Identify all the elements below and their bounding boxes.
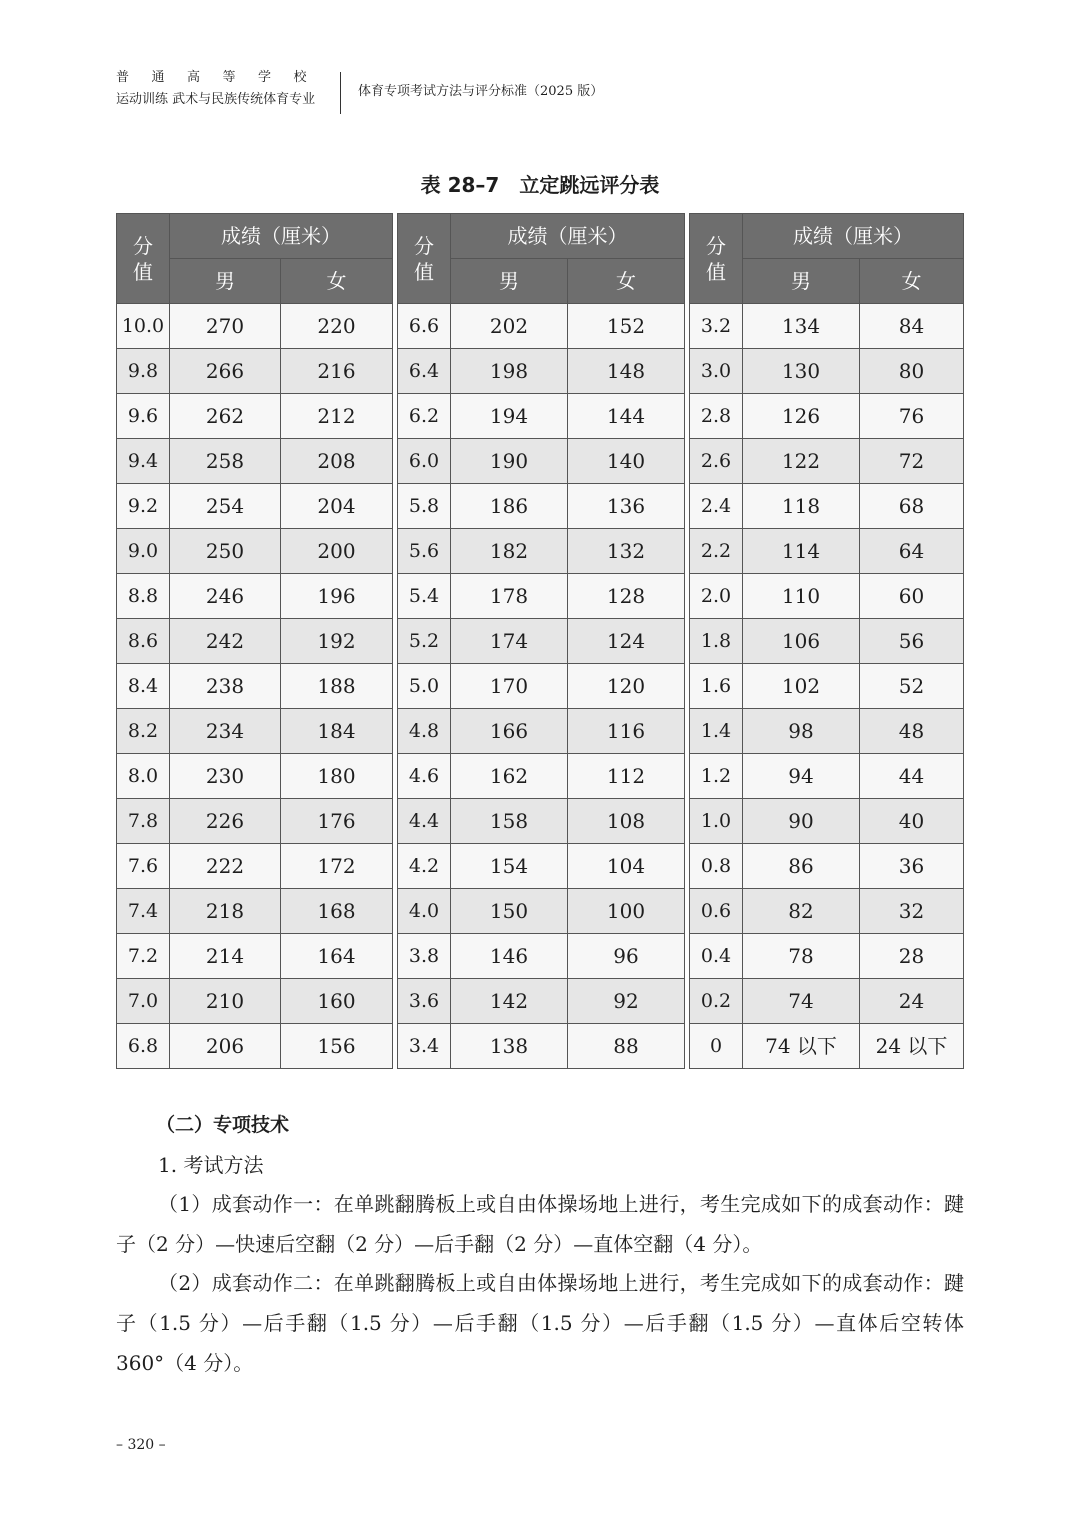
score-cell: 6.2 bbox=[398, 394, 451, 439]
female-cell: 192 bbox=[281, 619, 393, 664]
section-title: （二）专项技术 bbox=[156, 1114, 290, 1136]
table-row bbox=[117, 934, 393, 979]
male-cell: 86 bbox=[743, 844, 860, 889]
table-body bbox=[690, 304, 964, 1069]
score-cell: 4.0 bbox=[398, 889, 451, 934]
score-cell: 1.2 bbox=[690, 754, 743, 799]
female-cell: 68 bbox=[860, 484, 964, 529]
score-table-3 bbox=[689, 213, 964, 1069]
female-cell: 84 bbox=[860, 304, 964, 349]
male-cell: 214 bbox=[170, 934, 281, 979]
female-cell: 156 bbox=[281, 1024, 393, 1069]
male-cell: 162 bbox=[451, 754, 568, 799]
female-cell: 184 bbox=[281, 709, 393, 754]
score-cell: 5.8 bbox=[398, 484, 451, 529]
male-cell: 226 bbox=[170, 799, 281, 844]
score-cell: 4.8 bbox=[398, 709, 451, 754]
table-row bbox=[117, 799, 393, 844]
male-cell: 166 bbox=[451, 709, 568, 754]
score-cell: 10.0 bbox=[117, 304, 170, 349]
table-row bbox=[398, 439, 685, 484]
female-cell: 108 bbox=[568, 799, 685, 844]
male-cell: 246 bbox=[170, 574, 281, 619]
table-row bbox=[690, 889, 964, 934]
table-row bbox=[690, 754, 964, 799]
female-cell: 56 bbox=[860, 619, 964, 664]
table-row bbox=[690, 304, 964, 349]
male-cell: 98 bbox=[743, 709, 860, 754]
male-cell: 230 bbox=[170, 754, 281, 799]
male-cell: 194 bbox=[451, 394, 568, 439]
score-cell: 5.2 bbox=[398, 619, 451, 664]
table-row bbox=[398, 304, 685, 349]
female-cell: 212 bbox=[281, 394, 393, 439]
male-cell: 218 bbox=[170, 889, 281, 934]
score-cell: 6.8 bbox=[117, 1024, 170, 1069]
score-header: 分 值 bbox=[117, 214, 170, 304]
table-row bbox=[398, 529, 685, 574]
female-cell: 44 bbox=[860, 754, 964, 799]
score-cell: 1.8 bbox=[690, 619, 743, 664]
male-cell: 106 bbox=[743, 619, 860, 664]
score-cell: 8.6 bbox=[117, 619, 170, 664]
female-cell: 140 bbox=[568, 439, 685, 484]
female-cell: 76 bbox=[860, 394, 964, 439]
male-cell: 134 bbox=[743, 304, 860, 349]
score-cell: 8.4 bbox=[117, 664, 170, 709]
score-cell: 0.6 bbox=[690, 889, 743, 934]
table-row bbox=[690, 619, 964, 664]
table-row bbox=[398, 799, 685, 844]
female-cell: 196 bbox=[281, 574, 393, 619]
score-cell: 8.8 bbox=[117, 574, 170, 619]
score-table-1 bbox=[116, 213, 393, 1069]
male-cell: 138 bbox=[451, 1024, 568, 1069]
score-header: 分 值 bbox=[690, 214, 743, 304]
female-cell: 96 bbox=[568, 934, 685, 979]
table-row bbox=[117, 574, 393, 619]
male-cell: 102 bbox=[743, 664, 860, 709]
table-row bbox=[117, 439, 393, 484]
table-row bbox=[398, 844, 685, 889]
female-cell: 132 bbox=[568, 529, 685, 574]
female-cell: 164 bbox=[281, 934, 393, 979]
score-cell: 0.2 bbox=[690, 979, 743, 1024]
score-cell: 1.6 bbox=[690, 664, 743, 709]
male-cell: 266 bbox=[170, 349, 281, 394]
male-cell: 210 bbox=[170, 979, 281, 1024]
female-cell: 28 bbox=[860, 934, 964, 979]
table-row bbox=[690, 934, 964, 979]
score-cell: 2.6 bbox=[690, 439, 743, 484]
female-cell: 40 bbox=[860, 799, 964, 844]
table-row bbox=[398, 349, 685, 394]
paragraph-routine-2: （2）成套动作二：在单跳翻腾板上或自由体操场地上进行，考生完成如下的成套动作：踺子（1.5 分）—后手翻（1.5 分）—后手翻（1.5 分）—后手翻（1.5 分）—直体后空转体 360°（4 分）。 bbox=[116, 1271, 964, 1375]
female-cell: 80 bbox=[860, 349, 964, 394]
score-cell: 1.0 bbox=[690, 799, 743, 844]
table-row bbox=[117, 754, 393, 799]
female-cell: 176 bbox=[281, 799, 393, 844]
female-cell: 208 bbox=[281, 439, 393, 484]
score-cell: 6.4 bbox=[398, 349, 451, 394]
score-cell: 3.8 bbox=[398, 934, 451, 979]
score-cell: 2.8 bbox=[690, 394, 743, 439]
male-cell: 158 bbox=[451, 799, 568, 844]
table-row bbox=[690, 844, 964, 889]
female-cell: 180 bbox=[281, 754, 393, 799]
female-cell: 92 bbox=[568, 979, 685, 1024]
female-cell: 120 bbox=[568, 664, 685, 709]
table-row bbox=[398, 664, 685, 709]
result-header: 成绩（厘米） bbox=[170, 214, 393, 259]
table-row bbox=[398, 574, 685, 619]
male-cell: 82 bbox=[743, 889, 860, 934]
score-cell: 7.6 bbox=[117, 844, 170, 889]
female-cell: 136 bbox=[568, 484, 685, 529]
score-cell: 9.0 bbox=[117, 529, 170, 574]
male-cell: 170 bbox=[451, 664, 568, 709]
male-cell: 186 bbox=[451, 484, 568, 529]
score-cell: 7.4 bbox=[117, 889, 170, 934]
major-line: 运动训练 武术与民族传统体育专业 bbox=[116, 92, 316, 107]
score-cell: 2.0 bbox=[690, 574, 743, 619]
female-cell: 168 bbox=[281, 889, 393, 934]
section-subtitle: 1. 考试方法 bbox=[158, 1153, 264, 1177]
male-header: 男 bbox=[451, 259, 568, 304]
table-row bbox=[690, 484, 964, 529]
result-header: 成绩（厘米） bbox=[743, 214, 964, 259]
female-cell: 160 bbox=[281, 979, 393, 1024]
male-cell: 94 bbox=[743, 754, 860, 799]
score-cell: 7.0 bbox=[117, 979, 170, 1024]
female-cell: 32 bbox=[860, 889, 964, 934]
paragraph-routine-1: （1）成套动作一：在单跳翻腾板上或自由体操场地上进行，考生完成如下的成套动作：踺子（2 分）—快速后空翻（2 分）—后手翻（2 分）—直体空翻（4 分）。 bbox=[116, 1192, 964, 1256]
score-cell: 5.0 bbox=[398, 664, 451, 709]
female-cell: 100 bbox=[568, 889, 685, 934]
score-cell: 8.2 bbox=[117, 709, 170, 754]
header-divider bbox=[340, 72, 341, 114]
table-row bbox=[398, 394, 685, 439]
female-cell: 24 bbox=[860, 979, 964, 1024]
female-cell: 60 bbox=[860, 574, 964, 619]
score-cell: 3.0 bbox=[690, 349, 743, 394]
table-row bbox=[117, 304, 393, 349]
score-cell: 4.4 bbox=[398, 799, 451, 844]
table-row bbox=[398, 979, 685, 1024]
header-left bbox=[116, 68, 330, 110]
female-cell: 116 bbox=[568, 709, 685, 754]
female-cell: 188 bbox=[281, 664, 393, 709]
table-row bbox=[117, 709, 393, 754]
table-row bbox=[690, 979, 964, 1024]
male-cell: 142 bbox=[451, 979, 568, 1024]
male-cell: 178 bbox=[451, 574, 568, 619]
male-cell: 198 bbox=[451, 349, 568, 394]
female-header: 女 bbox=[860, 259, 964, 304]
male-cell: 90 bbox=[743, 799, 860, 844]
table-row bbox=[690, 1024, 964, 1069]
score-header: 分 值 bbox=[398, 214, 451, 304]
male-cell: 114 bbox=[743, 529, 860, 574]
score-cell: 9.6 bbox=[117, 394, 170, 439]
table-row bbox=[690, 394, 964, 439]
table-row bbox=[398, 1024, 685, 1069]
score-cell: 4.6 bbox=[398, 754, 451, 799]
book-title: 体育专项考试方法与评分标准（2025 版） bbox=[358, 84, 604, 99]
male-cell: 74 以下 bbox=[743, 1024, 860, 1069]
score-cell: 9.8 bbox=[117, 349, 170, 394]
score-cell: 9.2 bbox=[117, 484, 170, 529]
running-header bbox=[116, 68, 676, 112]
female-cell: 72 bbox=[860, 439, 964, 484]
male-cell: 74 bbox=[743, 979, 860, 1024]
male-cell: 126 bbox=[743, 394, 860, 439]
table-row bbox=[117, 1024, 393, 1069]
male-cell: 242 bbox=[170, 619, 281, 664]
female-header: 女 bbox=[281, 259, 393, 304]
male-cell: 222 bbox=[170, 844, 281, 889]
male-cell: 118 bbox=[743, 484, 860, 529]
male-cell: 250 bbox=[170, 529, 281, 574]
female-cell: 152 bbox=[568, 304, 685, 349]
score-cell: 0 bbox=[690, 1024, 743, 1069]
table-row bbox=[117, 529, 393, 574]
male-cell: 182 bbox=[451, 529, 568, 574]
table-row bbox=[117, 619, 393, 664]
table-row bbox=[117, 844, 393, 889]
table-body bbox=[117, 304, 393, 1069]
male-cell: 122 bbox=[743, 439, 860, 484]
score-cell: 3.4 bbox=[398, 1024, 451, 1069]
female-cell: 220 bbox=[281, 304, 393, 349]
table-row bbox=[117, 349, 393, 394]
score-cell: 9.4 bbox=[117, 439, 170, 484]
table-title: 表 28–7 立定跳远评分表 bbox=[420, 173, 660, 197]
table-row bbox=[117, 664, 393, 709]
table-row bbox=[398, 484, 685, 529]
school-line: 普通高等学校 bbox=[116, 70, 330, 85]
male-header: 男 bbox=[743, 259, 860, 304]
score-cell: 5.4 bbox=[398, 574, 451, 619]
score-cell: 4.2 bbox=[398, 844, 451, 889]
female-cell: 216 bbox=[281, 349, 393, 394]
page-number: – 320 – bbox=[116, 1437, 166, 1453]
table-row bbox=[117, 889, 393, 934]
male-cell: 154 bbox=[451, 844, 568, 889]
female-cell: 148 bbox=[568, 349, 685, 394]
female-cell: 104 bbox=[568, 844, 685, 889]
score-cell: 0.8 bbox=[690, 844, 743, 889]
table-row bbox=[117, 394, 393, 439]
male-cell: 234 bbox=[170, 709, 281, 754]
table-row bbox=[117, 484, 393, 529]
female-cell: 48 bbox=[860, 709, 964, 754]
male-cell: 258 bbox=[170, 439, 281, 484]
score-cell: 0.4 bbox=[690, 934, 743, 979]
female-cell: 64 bbox=[860, 529, 964, 574]
female-cell: 172 bbox=[281, 844, 393, 889]
table-row bbox=[398, 934, 685, 979]
table-row bbox=[690, 349, 964, 394]
table-row bbox=[398, 754, 685, 799]
female-cell: 204 bbox=[281, 484, 393, 529]
male-cell: 254 bbox=[170, 484, 281, 529]
female-cell: 24 以下 bbox=[860, 1024, 964, 1069]
male-cell: 270 bbox=[170, 304, 281, 349]
female-cell: 52 bbox=[860, 664, 964, 709]
male-cell: 202 bbox=[451, 304, 568, 349]
male-cell: 206 bbox=[170, 1024, 281, 1069]
table-row bbox=[690, 709, 964, 754]
male-cell: 130 bbox=[743, 349, 860, 394]
score-cell: 7.8 bbox=[117, 799, 170, 844]
male-cell: 262 bbox=[170, 394, 281, 439]
female-cell: 124 bbox=[568, 619, 685, 664]
male-cell: 150 bbox=[451, 889, 568, 934]
table-row bbox=[690, 574, 964, 619]
score-cell: 8.0 bbox=[117, 754, 170, 799]
female-cell: 200 bbox=[281, 529, 393, 574]
male-cell: 78 bbox=[743, 934, 860, 979]
female-cell: 112 bbox=[568, 754, 685, 799]
table-row bbox=[398, 889, 685, 934]
score-table-2 bbox=[397, 213, 685, 1069]
male-cell: 174 bbox=[451, 619, 568, 664]
score-cell: 6.0 bbox=[398, 439, 451, 484]
table-row bbox=[690, 799, 964, 844]
male-cell: 146 bbox=[451, 934, 568, 979]
male-cell: 110 bbox=[743, 574, 860, 619]
result-header: 成绩（厘米） bbox=[451, 214, 685, 259]
score-cell: 2.2 bbox=[690, 529, 743, 574]
table-body bbox=[398, 304, 685, 1069]
table-row bbox=[398, 709, 685, 754]
score-cell: 3.6 bbox=[398, 979, 451, 1024]
female-cell: 144 bbox=[568, 394, 685, 439]
female-cell: 36 bbox=[860, 844, 964, 889]
score-cell: 1.4 bbox=[690, 709, 743, 754]
female-header: 女 bbox=[568, 259, 685, 304]
score-cell: 5.6 bbox=[398, 529, 451, 574]
score-cell: 6.6 bbox=[398, 304, 451, 349]
score-cell: 3.2 bbox=[690, 304, 743, 349]
table-row bbox=[117, 979, 393, 1024]
female-cell: 88 bbox=[568, 1024, 685, 1069]
table-row bbox=[690, 664, 964, 709]
table-row bbox=[398, 619, 685, 664]
female-cell: 128 bbox=[568, 574, 685, 619]
male-cell: 238 bbox=[170, 664, 281, 709]
table-row bbox=[690, 529, 964, 574]
score-cell: 2.4 bbox=[690, 484, 743, 529]
table-row bbox=[690, 439, 964, 484]
male-header: 男 bbox=[170, 259, 281, 304]
male-cell: 190 bbox=[451, 439, 568, 484]
score-cell: 7.2 bbox=[117, 934, 170, 979]
